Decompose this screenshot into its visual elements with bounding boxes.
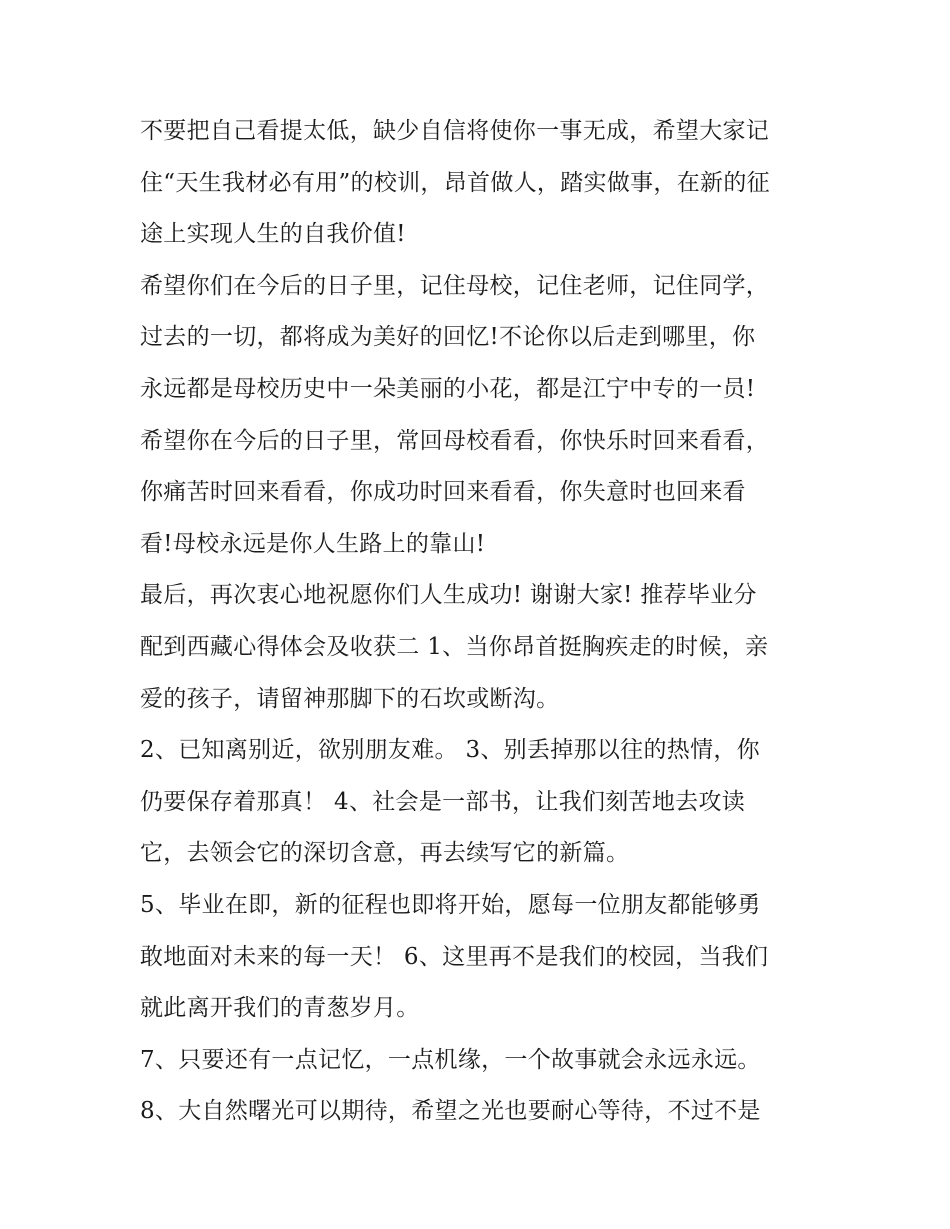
text-line: 住“天生我材必有用”的校训，昂首做人，踏实做事，在新的征	[140, 169, 770, 196]
text-line: 希望你们在今后的日子里，记住母校，记住老师，记住同学，	[140, 272, 770, 299]
text-line: 永远都是母校历史中一朵美丽的小花，都是江宁中专的一员!	[140, 375, 756, 402]
body-text	[140, 106, 820, 1138]
text-line: 你痛苦时回来看看，你成功时回来看看，你失意时也回来看	[140, 479, 746, 506]
text-line: 最后，再次衷心地祝愿你们人生成功! 谢谢大家! 推荐毕业分	[140, 582, 757, 609]
text-line: 敢地面对未来的每一天！ 6、这里再不是我们的校园，当我们	[140, 943, 769, 970]
text-line: 就此离开我们的青葱岁月。	[140, 995, 420, 1022]
text-line: 过去的一切，都将成为美好的回忆!不论你以后走到哪里，你	[140, 324, 756, 351]
text-line: 途上实现人生的自我价值!	[140, 221, 406, 248]
text-line: 配到西藏心得体会及收获二 1、当你昂首挺胸疾走的时候，亲	[140, 633, 769, 660]
text-line: 看!母校永远是你人生路上的靠山!	[140, 530, 486, 557]
text-line: 5、毕业在即，新的征程也即将开始，愿每一位朋友都能够勇	[140, 891, 761, 918]
text-line: 不要把自己看提太低，缺少自信将使你一事无成，希望大家记	[140, 118, 770, 144]
text-line: 它，去领会它的深切含意，再去续写它的新篇。	[140, 840, 630, 867]
text-line: 2、已知离别近，欲别朋友难。 3、别丢掉那以往的热情，你	[140, 737, 760, 764]
text-line: 希望你在今后的日子里，常回母校看看，你快乐时回来看看，	[140, 427, 770, 454]
text-line: 仍要保存着那真！ 4、社会是一部书，让我们刻苦地去攻读	[140, 788, 746, 815]
text-line: 爱的孩子，请留神那脚下的石坎或断沟。	[140, 685, 560, 712]
text-line: 8、大自然曙光可以期待，希望之光也要耐心等待，不过不是	[140, 1098, 761, 1125]
text-line: 7、只要还有一点记忆，一点机缘，一个故事就会永远永远。	[140, 1046, 761, 1073]
